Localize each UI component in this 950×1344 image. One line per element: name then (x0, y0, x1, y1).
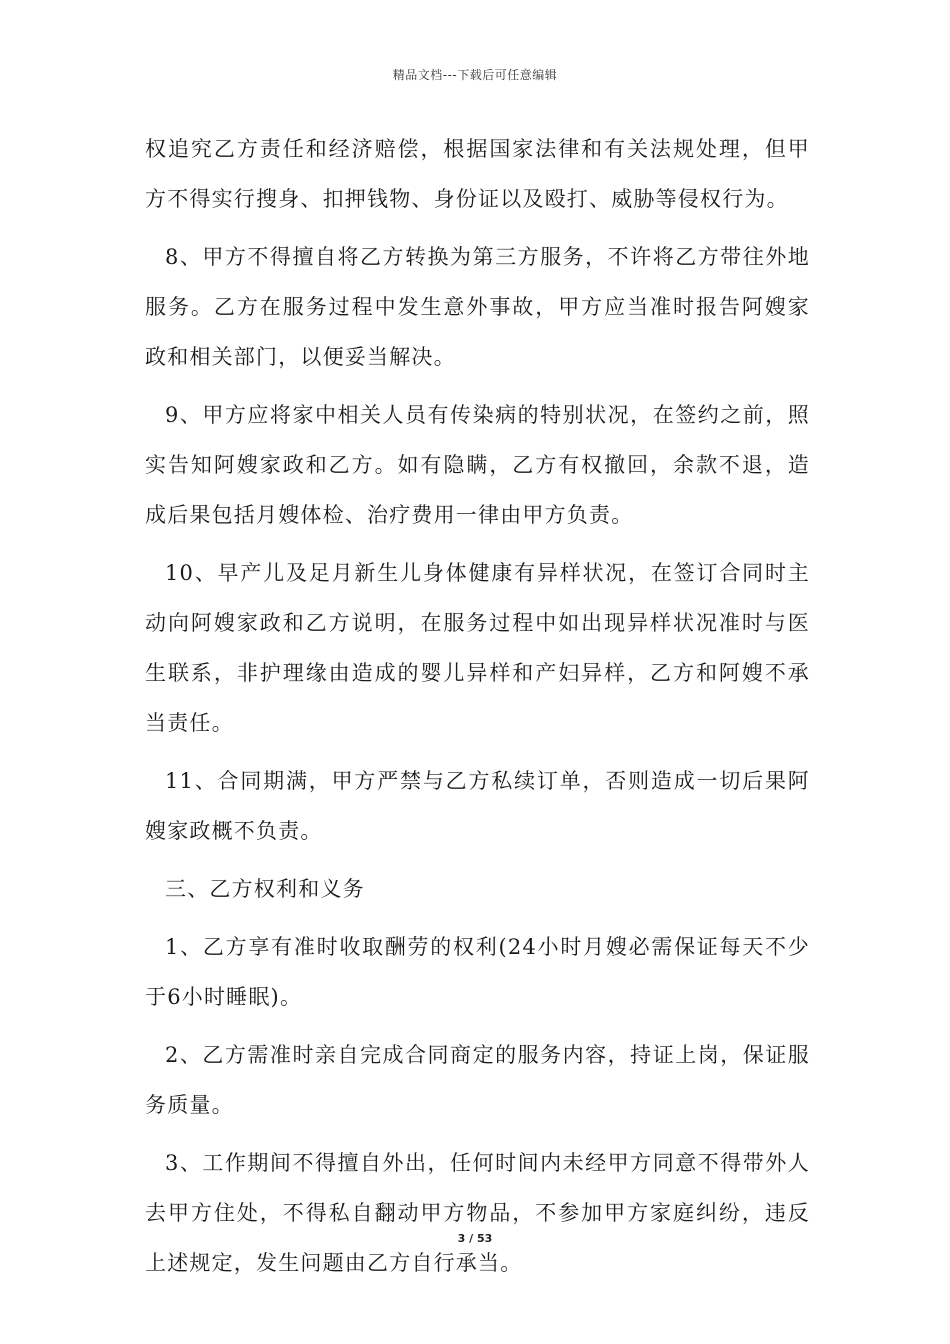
paragraph-clause-8: 8、甲方不得擅自将乙方转换为第三方服务，不许将乙方带往外地服务。乙方在服务过程中发生意外事故，甲方应当准时报告阿嫂家政和相关部门，以便妥当解决。 (145, 245, 810, 369)
page-number: 3 / 53 (457, 1232, 493, 1245)
paragraph-duty-1: 1、乙方享有准时收取酬劳的权利(24小时月嫂必需保证每天不少于6小时睡眠)。 (145, 935, 810, 1009)
paragraph-clause-11: 11、合同期满，甲方严禁与乙方私续订单，否则造成一切后果阿嫂家政概不负责。 (145, 769, 810, 843)
section-heading: 三、乙方权利和义务 (165, 877, 365, 901)
document-body (145, 124, 810, 1296)
paragraph-duty-3: 3、工作期间不得擅自外出，任何时间内未经甲方同意不得带外人去甲方住处，不得私自翻动甲方物品，不参加甲方家庭纠纷，违反上述规定，发生问题由乙方自行承当。 (145, 1151, 810, 1275)
paragraph-continuation: 权追究乙方责任和经济赔偿，根据国家法律和有关法规处理，但甲方不得实行搜身、扣押钱物、身份证以及殴打、威胁等侵权行为。 (145, 137, 810, 211)
paragraph-duty-2: 2、乙方需准时亲自完成合同商定的服务内容，持证上岗，保证服务质量。 (145, 1043, 810, 1117)
paragraph-clause-10: 10、早产儿及足月新生儿身体健康有异样状况，在签订合同时主动向阿嫂家政和乙方说明，在服务过程中如出现异样状况准时与医生联系，非护理缘由造成的婴儿异样和产妇异样，乙方和阿嫂不承当责任。 (145, 561, 810, 735)
paragraph-clause-9: 9、甲方应将家中相关人员有传染病的特别状况，在签约之前，照实告知阿嫂家政和乙方。如有隐瞒，乙方有权撤回，余款不退，造成后果包括月嫂体检、治疗费用一律由甲方负责。 (145, 403, 810, 527)
page-header: 精品文档---下载后可任意编辑 (392, 68, 558, 82)
